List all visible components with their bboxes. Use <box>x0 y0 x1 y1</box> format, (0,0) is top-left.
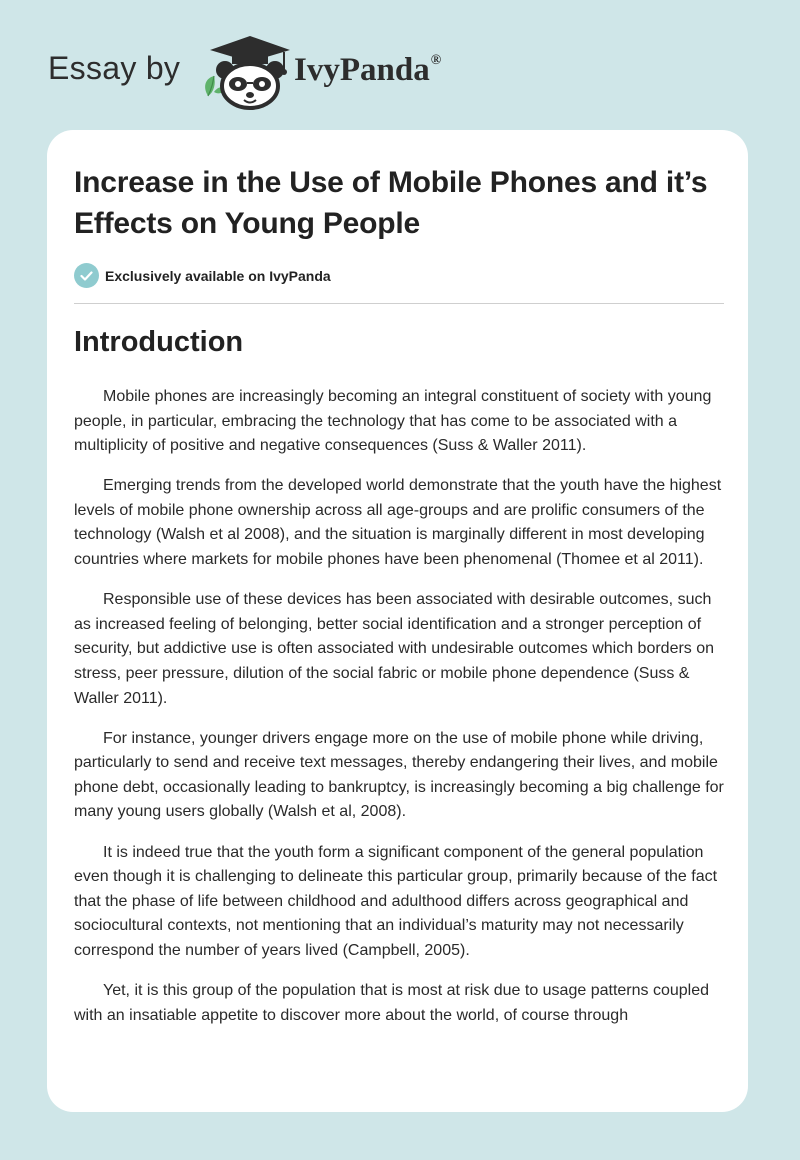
paragraph: Emerging trends from the developed world demonstrate that the youth have the highest levels of mobile phone ownership across all age-groups and are prolific consumers of the technology (Walsh et al 2008), and the situation is marginally different in most developing countries where markets for mobile phones have been phenomenal (Thomee et al 2011). <box>74 477 722 569</box>
section-heading: Introduction <box>74 326 244 358</box>
ivypanda-logo-icon[interactable] <box>198 34 298 110</box>
site-header <box>48 30 508 110</box>
exclusive-badge-label: Exclusively available on IvyPanda <box>105 267 331 284</box>
registered-mark: ® <box>430 53 442 68</box>
paragraph: Yet, it is this group of the population that is most at risk due to usage patterns coupled with an insatiable appetite to discover more about the world, of course through <box>74 981 709 1024</box>
exclusive-badge <box>74 263 331 288</box>
paragraph: It is indeed true that the youth form a significant component of the general population even though it is challenging to delineate this particular group, primarily because of the fact that the phase of life between childhood and adulthood differs across geographical and sociocultural contexts, not mentioning that an individual’s maturity may not necessarily correspond the number of years lived (Campbell, 2005). <box>74 843 718 959</box>
paragraph: For instance, younger drivers engage more on the use of mobile phone while driving, particularly to send and receive text messages, thereby endangering their lives, and mobile phone debt, occasionally leading to bankruptcy, is increasingly becoming a big challenge for many young users globally (Walsh et al, 2008). <box>74 729 724 821</box>
essay-body <box>74 385 724 1044</box>
paragraph: Responsible use of these devices has been associated with desirable outcomes, such as increased feeling of belonging, better social identification and a stronger perception of security, but addictive use is often associated with undesirable outcomes which borders on stress, peer pressure, dilution of the social fabric or mobile phone dependence (Suss & Waller 2011). <box>74 591 715 707</box>
brand-name-text: IvyPanda <box>294 52 430 88</box>
divider <box>74 303 724 304</box>
checkmark-icon <box>74 263 99 288</box>
essay-content <box>74 162 724 1024</box>
essay-by-label: Essay by <box>48 50 181 86</box>
essay-card <box>47 130 748 1112</box>
paragraph: Mobile phones are increasingly becoming an integral constituent of society with young people, in particular, embracing the technology that has come to be associated with a multiplicity of positive and negative consequences (Suss & Waller 2011). <box>74 388 712 455</box>
essay-title: Increase in the Use of Mobile Phones and it’s Effects on Young People <box>74 166 708 240</box>
ivypanda-wordmark[interactable] <box>294 52 441 89</box>
